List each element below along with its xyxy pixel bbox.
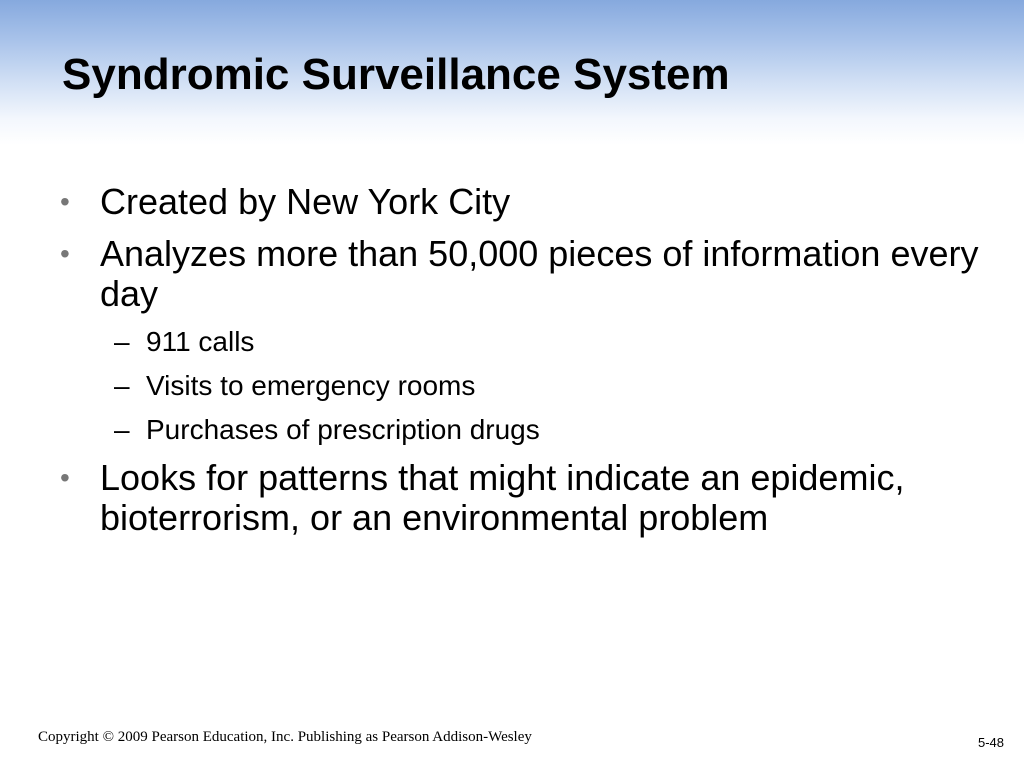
bullet-text: Looks for patterns that might indicate an epidemic, bioterrorism, or an environmental problem	[100, 457, 905, 538]
bullet-marker: •	[60, 238, 70, 269]
sub-bullet-item	[0, 414, 1024, 446]
bullet-text: Created by New York City	[100, 181, 511, 222]
copyright-notice: Copyright © 2009 Pearson Education, Inc. Publishing as Pearson Addison-Wesley	[38, 729, 532, 745]
sub-bullet-text: Purchases of prescription drugs	[146, 414, 540, 445]
bullet-marker: •	[60, 186, 70, 217]
sub-bullet-item	[0, 326, 1024, 358]
bullet-marker: •	[60, 462, 70, 493]
sub-bullet-marker: –	[114, 414, 130, 445]
sub-bullet-marker: –	[114, 370, 130, 401]
page-number: 5-48	[977, 735, 1004, 750]
bullet-item	[0, 458, 980, 538]
sub-bullet-list	[0, 326, 1024, 446]
slide-title: Syndromic Surveillance System	[62, 50, 730, 99]
sub-bullet-text: Visits to emergency rooms	[146, 370, 476, 401]
bullet-item	[0, 182, 980, 222]
slide-content	[0, 182, 1024, 550]
sub-bullet-text: 911 calls	[146, 326, 255, 357]
bullet-item	[0, 234, 980, 314]
sub-bullet-marker: –	[114, 326, 130, 357]
bullet-text: Analyzes more than 50,000 pieces of information every day	[100, 233, 979, 314]
sub-bullet-item	[0, 370, 1024, 402]
